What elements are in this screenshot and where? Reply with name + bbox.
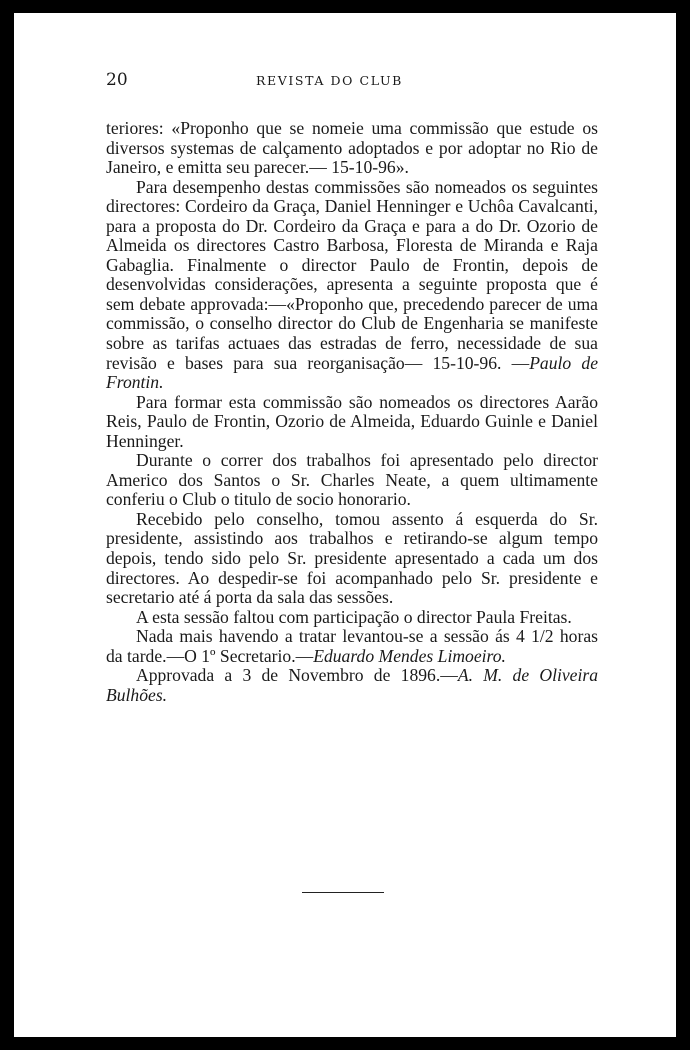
signature: A. M. de Oliveira Bulhões. bbox=[106, 665, 598, 705]
signature: Paulo de Frontin. bbox=[106, 352, 599, 393]
closing-rule bbox=[302, 892, 384, 893]
page-number: 20 bbox=[106, 70, 128, 90]
signature: Eduardo Mendes Limoeiro. bbox=[313, 645, 506, 666]
paragraph: Durante o correr dos trabalhos foi apresentado pelo director Americo dos Santos o Sr. Charles Neate, a quem ultimamente conferiu o Club o titulo de socio honorario. bbox=[106, 450, 598, 510]
document-page bbox=[14, 13, 676, 1037]
body-text bbox=[106, 119, 598, 705]
paragraph: A esta sessão faltou com participação o director Paula Freitas. bbox=[136, 606, 572, 627]
paragraph: Nada mais havendo a tratar levantou-se a sessão ás 4 1/2 horas da tarde.—O 1º Secretario.—Eduardo Mendes Limoeiro. bbox=[106, 626, 598, 666]
paragraph: teriores: «Proponho que se nomeie uma commissão que estude os diversos systemas de calçamento adoptados e por adoptar no Rio de Janeiro, e emitta seu parecer.— 15-10-96». bbox=[106, 118, 598, 178]
running-head: REVISTA DO CLUB bbox=[256, 73, 403, 88]
paragraph: Recebido pelo conselho, tomou assento á esquerda do Sr. presidente, assistindo aos trabalhos e retirando-se algum tempo depois, tendo sido pelo Sr. presidente apresentado a cada um dos directores. Ao despedir-se foi acompanhado pelo Sr. presidente e secretario até á porta da sala das sessões. bbox=[106, 508, 598, 608]
paragraph: Approvada a 3 de Novembro de 1896.—A. M. de Oliveira Bulhões. bbox=[106, 665, 598, 705]
paragraph: Para desempenho destas commissões são nomeados os seguintes directores: Cordeiro da Graça, Daniel Henninger e Uchôa Cavalcanti, para a proposta do Dr. Cordeiro da Graça e para a do Dr. Ozorio de Almeida os directores Castro Barbosa, Floresta de Miranda e Raja Gabaglia. Finalmente o director Paulo de Frontin, depois de desenvolvidas considerações, apresenta a seguinte proposta que é sem debate approvada:—«Proponho que, precedendo parecer de uma commissão, o conselho director do Club de Engenharia se manifeste sobre as tarifas actuaes das estradas de ferro, necessidade de sua revisão e bases para sua reorganisação— 15-10-96. —Paulo de Frontin. bbox=[106, 176, 599, 393]
page-header bbox=[106, 70, 598, 92]
paragraph: Para formar esta commissão são nomeados os directores Aarão Reis, Paulo de Frontin, Ozorio de Almeida, Eduardo Guinle e Daniel Henninger. bbox=[106, 391, 598, 451]
